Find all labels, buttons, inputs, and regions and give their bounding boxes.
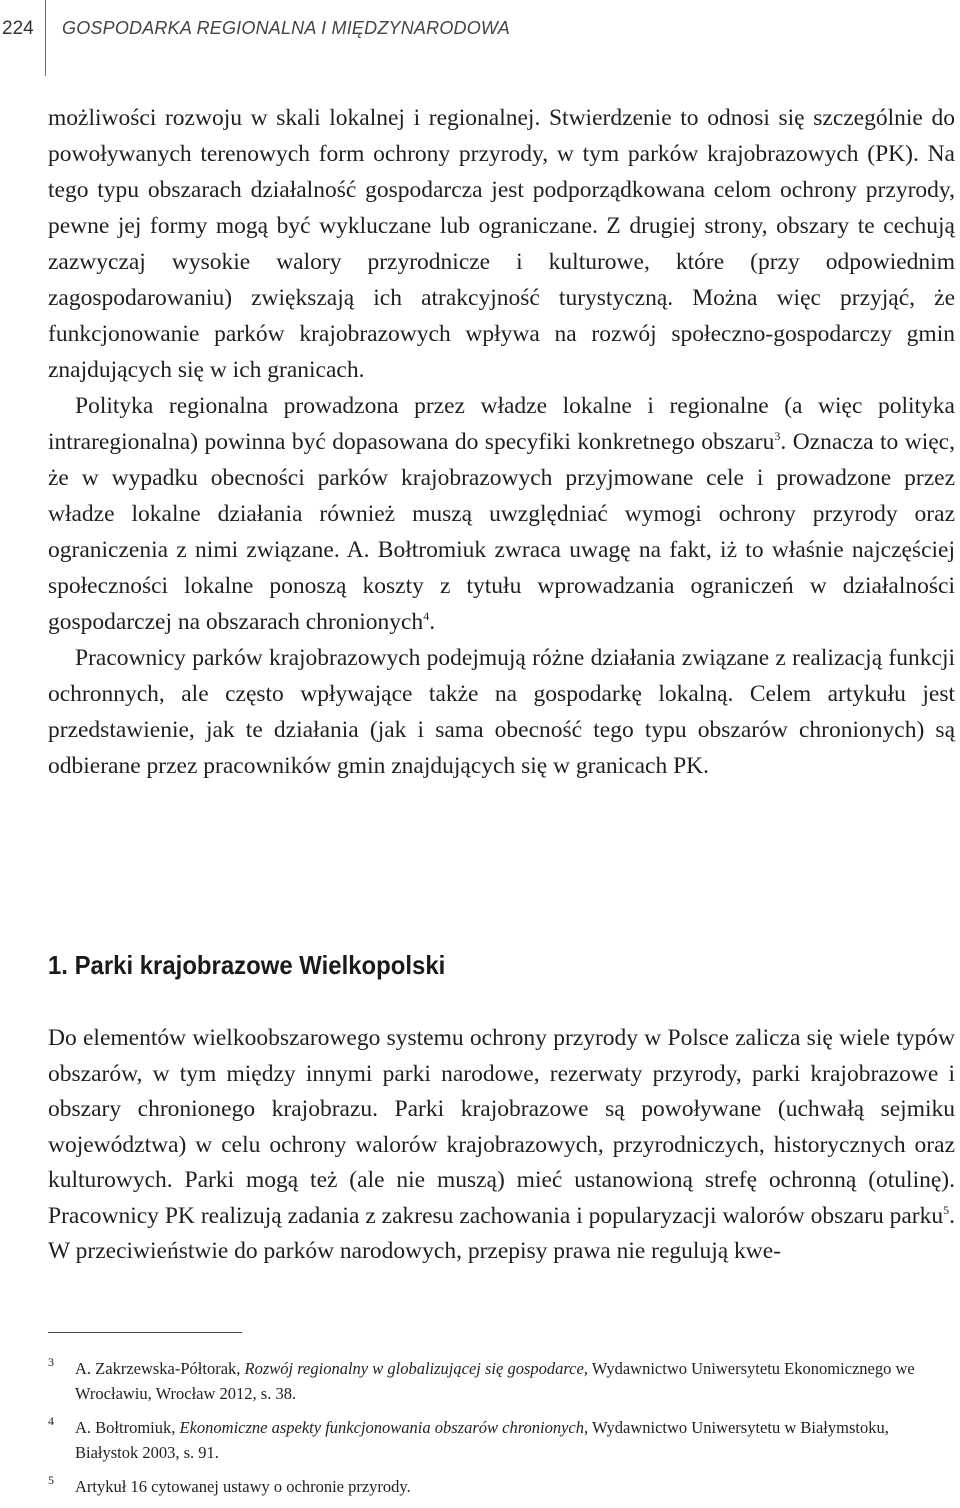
paragraph-2-part-b: . Oznacza to więc, że w wypadku obecności parków krajobrazowych przyjmowane cele i prowadzone przez władze lokalne działania również muszą uwzględniać wymogi ochrony przyrody oraz ograniczenia z nimi związane. A. Bołtromiuk zwraca uwagę na fakt, iż to właśnie najczęściej społeczności lokalne ponoszą koszty z tytułu wprowadzania ograniczeń w działalności gospodarczej na obszarach chronionych [48,429,955,635]
section-heading: 1. Parki krajobrazowe Wielkopolski [48,950,446,980]
section-paragraph-part-b: . W przeciwieństwie do parków narodowych, przepisy prawa nie regulują kwe- [48,1202,955,1264]
section-paragraph-part-a: Do elementów wielkoobszarowego systemu ochrony przyrody w Polsce zalicza się wiele typów obszarów, w tym między innymi parki narodowe, rezerwaty przyrody, parki krajobrazowe i obszary chronionego krajobrazu. Parki krajobrazowe są powoływane (uchwałą sejmiku województwa) w celu ochrony walorów krajobrazowych, przyrodniczych, historycznych oraz kulturowych. Parki mogą też (ale nie muszą) mieć ustanowioną strefę ochronną (otulinę). Pracownicy PK realizują zadania z zakresu zachowania i popularyzacji walorów obszaru parku [48,1025,955,1229]
footnote-text: Artykuł 16 cytowanej ustawy o ochronie przyrody. [75,1477,411,1496]
footnote-number: 4 [48,1414,54,1428]
header-divider [45,0,46,76]
footnote-publisher: , Wydawnictwo Uniwersytetu Ekonomicznego we Wrocławiu, Wrocław 2012, s. 38. [75,1359,915,1403]
footnote-ref-4[interactable]: 4 [423,609,430,624]
footnote-3 [48,1356,955,1406]
page-number: 224 [2,18,34,39]
footnote-5 [48,1474,955,1499]
body-text [48,100,955,784]
paragraph-3: Pracownicy parków krajobrazowych podejmują różne działania związane z realizacją funkcji ochronnych, ale często wpływające także na gospodarkę lokalną. Celem artykułu jest przedstawienie, jak te działania (jak i sama obecność tego typu obszarów chronionych) są odbierane przez pracowników gmin znajdujących się w granicach PK. [48,645,955,779]
footnote-4 [48,1415,955,1465]
footnote-number: 3 [48,1355,54,1369]
footnote-publisher: , Wydawnictwo Uniwersytetu w Białymstoku, Białystok 2003, s. 91. [75,1418,889,1462]
section-paragraph [48,1021,955,1270]
page-header [0,0,960,76]
paragraph-2-part-c: . [429,609,436,635]
footnote-author: A. Zakrzewska-Półtorak, [75,1359,245,1378]
footnote-ref-5[interactable]: 5 [943,1202,950,1217]
section-body [48,1021,955,1270]
footnotes [48,1356,955,1508]
footnote-number: 5 [48,1473,54,1487]
paragraph-2 [48,388,955,640]
footnote-divider [48,1332,242,1333]
paragraph-2-part-a: Polityka regionalna prowadzona przez władze lokalne i regionalne (a więc polityka intraregionalna) powinna być dopasowana do specyfiki konkretnego obszaru [48,393,955,455]
paragraph-1: możliwości rozwoju w skali lokalnej i regionalnej. Stwierdzenie to odnosi się szczególnie do powoływanych terenowych form ochrony przyrody, w tym parków krajobrazowych (PK). Na tego typu obszarach działalność gospodarcza jest podporządkowana celom ochrony przyrody, pewne jej formy mogą być wykluczane lub ograniczane. Z drugiej strony, obszary te cechują zazwyczaj wysokie walory przyrodnicze i kulturowe, które (przy odpowiednim zagospodarowaniu) zwiększają ich atrakcyjność turystyczną. Można więc przyjąć, że funkcjonowanie parków krajobrazowych wpływa na rozwój społeczno-gospodarczy gmin znajdujących się w ich granicach. [48,105,955,383]
footnote-title: Ekonomiczne aspekty funkcjonowania obszarów chronionych [179,1418,584,1437]
footnote-ref-3[interactable]: 3 [774,429,781,444]
footnote-author: A. Bołtromiuk, [75,1418,180,1437]
running-head: GOSPODARKA REGIONALNA I MIĘDZYNARODOWA [62,18,511,38]
footnote-title: Rozwój regionalny w globalizującej się gospodarce [244,1359,584,1378]
